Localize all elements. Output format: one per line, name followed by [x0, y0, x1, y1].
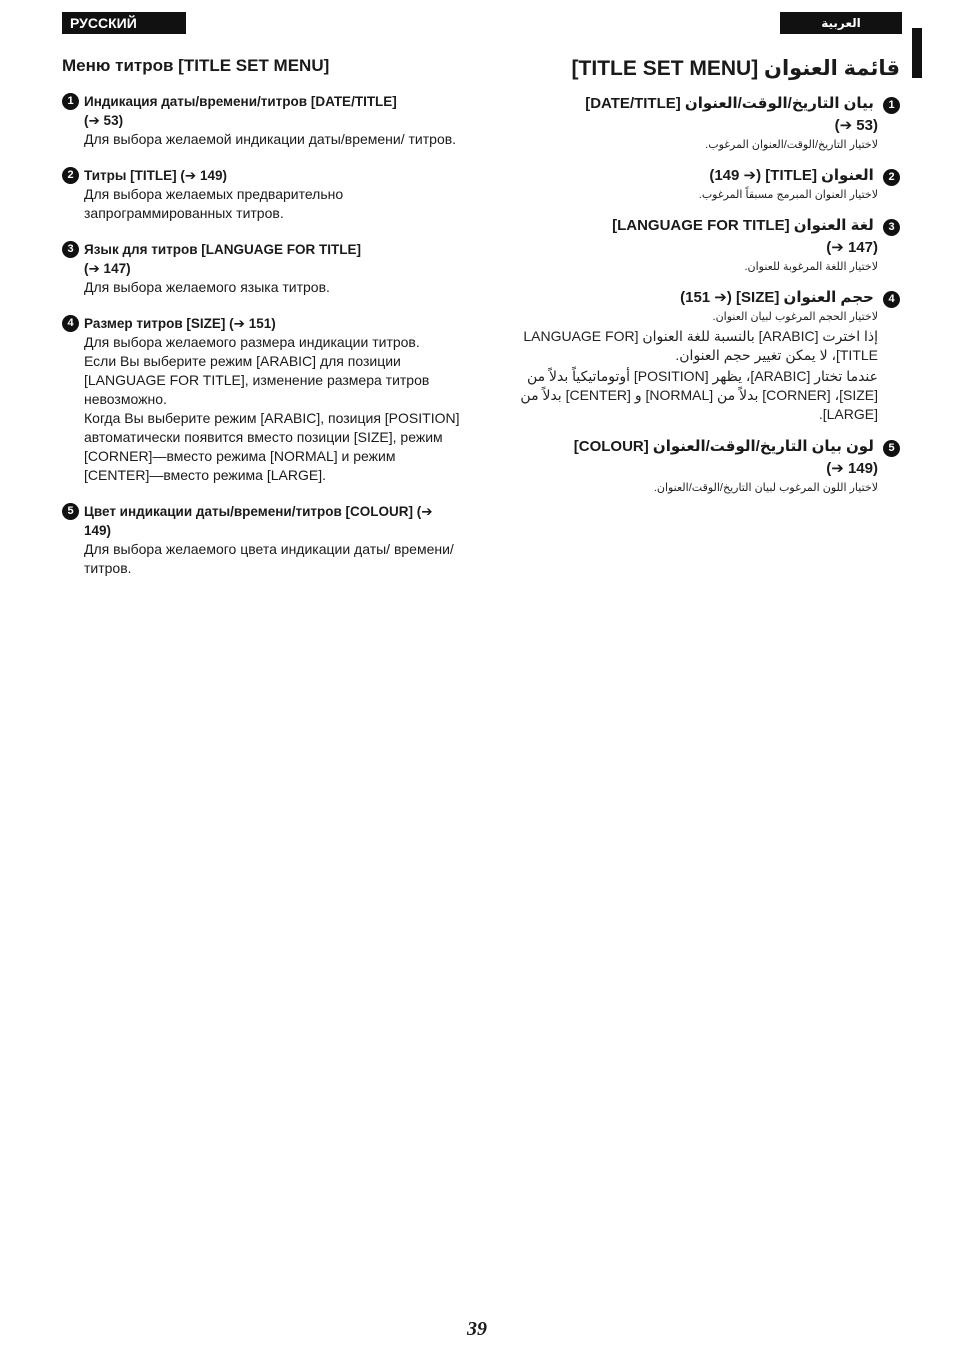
ru-item-heading: Индикация даты/времени/титров [DATE/TITLE]: [84, 94, 397, 109]
ar-item-description: لاختيار التاريخ/الوقت/العنوان المرغوب.: [705, 139, 878, 151]
ru-menu-item-date-title: [62, 92, 462, 149]
number-4-icon: 4: [62, 315, 79, 332]
ar-menu-item-title: [520, 165, 900, 203]
ar-item-heading: لون بيان التاريخ/الوقت/العنوان [COLOUR]: [573, 438, 874, 455]
number-5-icon: 5: [62, 503, 79, 520]
ar-item-page-ref: (➔ 147): [826, 239, 878, 256]
number-3-icon: 3: [62, 241, 79, 258]
ar-item-page-ref: (➔ 149): [826, 460, 878, 477]
ru-item-description: Для выбора желаемого цвета индикации даты/ времени/титров.: [84, 541, 454, 576]
arabic-column: [520, 56, 900, 508]
ru-item-note-arabic: Если Вы выберите режим [ARABIC] для позиции [LANGUAGE FOR TITLE], изменение размера титров невозможно.: [84, 353, 430, 407]
ar-item-description: لاختيار العنوان المبرمج مسبقاً المرغوب.: [698, 189, 878, 201]
ar-menu-item-date-title: [520, 93, 900, 153]
number-2-icon: 2: [62, 167, 79, 184]
number-1-icon: 1: [883, 97, 900, 114]
arabic-language-tab: العربية: [780, 12, 902, 34]
ar-menu-item-size: [520, 287, 900, 424]
ar-menu-item-colour: [520, 436, 900, 496]
ar-item-note-position: عندما تختار [ARABIC]، يظهر [POSITION] أوتوماتيكياً بدلاً من [SIZE]، [CORNER] بدلاً من [NORMAL] و [CENTER] بدلاً من [LARGE].: [520, 368, 878, 422]
ru-item-heading: Язык для титров [LANGUAGE FOR TITLE]: [84, 242, 362, 257]
number-4-icon: 4: [883, 291, 900, 308]
number-1-icon: 1: [62, 93, 79, 110]
page-number: 39: [467, 1318, 487, 1340]
ar-item-description: لاختيار الحجم المرغوب لبيان العنوان.: [712, 311, 878, 323]
number-2-icon: 2: [883, 169, 900, 186]
ru-item-description: Для выбора желаемой индикации даты/времени/ титров.: [84, 131, 457, 147]
ru-item-heading: Размер титров [SIZE] (➔ 151): [84, 316, 276, 331]
ru-menu-item-title: [62, 166, 462, 223]
section-marker-bar: [912, 28, 922, 78]
ar-item-heading: العنوان [TITLE] (➔ 149): [709, 167, 874, 184]
ar-item-description: لاختيار اللون المرغوب لبيان التاريخ/الوقت/العنوان.: [653, 482, 878, 494]
ar-item-note-arabic: إذا اخترت [ARABIC] بالنسبة للغة العنوان [LANGUAGE FOR TITLE]، لا يمكن تغيير حجم العنوان.: [523, 328, 878, 363]
ru-menu-item-colour: [62, 502, 462, 578]
number-3-icon: 3: [883, 219, 900, 236]
ru-item-heading: Цвет индикации даты/времени/титров [COLOUR] (➔ 149): [84, 504, 433, 538]
ar-item-page-ref: (➔ 53): [834, 117, 878, 134]
ru-item-page-ref: (➔ 147): [84, 261, 131, 276]
ru-menu-item-language: [62, 240, 462, 297]
russian-language-tab: РУССКИЙ ЯЗЫК: [62, 12, 186, 34]
ar-item-description: لاختيار اللغة المرغوبة للعنوان.: [744, 261, 878, 273]
arabic-section-title: قائمة العنوان [TITLE SET MENU]: [571, 57, 900, 80]
ru-item-heading: Титры [TITLE] (➔ 149): [84, 168, 227, 183]
ru-menu-item-size: [62, 314, 462, 485]
ru-item-description: Для выбора желаемых предварительно запрограммированных титров.: [84, 186, 344, 221]
ar-item-heading: حجم العنوان [SIZE] (➔ 151): [680, 289, 874, 306]
russian-section-title: Меню титров [TITLE SET MENU]: [62, 56, 330, 75]
number-5-icon: 5: [883, 440, 900, 457]
ru-item-description: Для выбора желаемого размера индикации титров.: [84, 334, 420, 350]
ar-menu-item-language: [520, 215, 900, 275]
ru-item-page-ref: (➔ 53): [84, 113, 124, 128]
russian-column: [62, 56, 462, 595]
ar-item-heading: لغة العنوان [LANGUAGE FOR TITLE]: [612, 217, 874, 234]
ru-item-description: Для выбора желаемого языка титров.: [84, 279, 330, 295]
ar-item-heading: بيان التاريخ/الوقت/العنوان [DATE/TITLE]: [585, 95, 874, 112]
ru-item-note-position: Когда Вы выберите режим [ARABIC], позиция [POSITION] автоматически появится вместо позиции [SIZE], режим [CORNER]—вместо режима [NORMAL] и режим [CENTER]—вместо режима [LARGE].: [84, 410, 460, 483]
